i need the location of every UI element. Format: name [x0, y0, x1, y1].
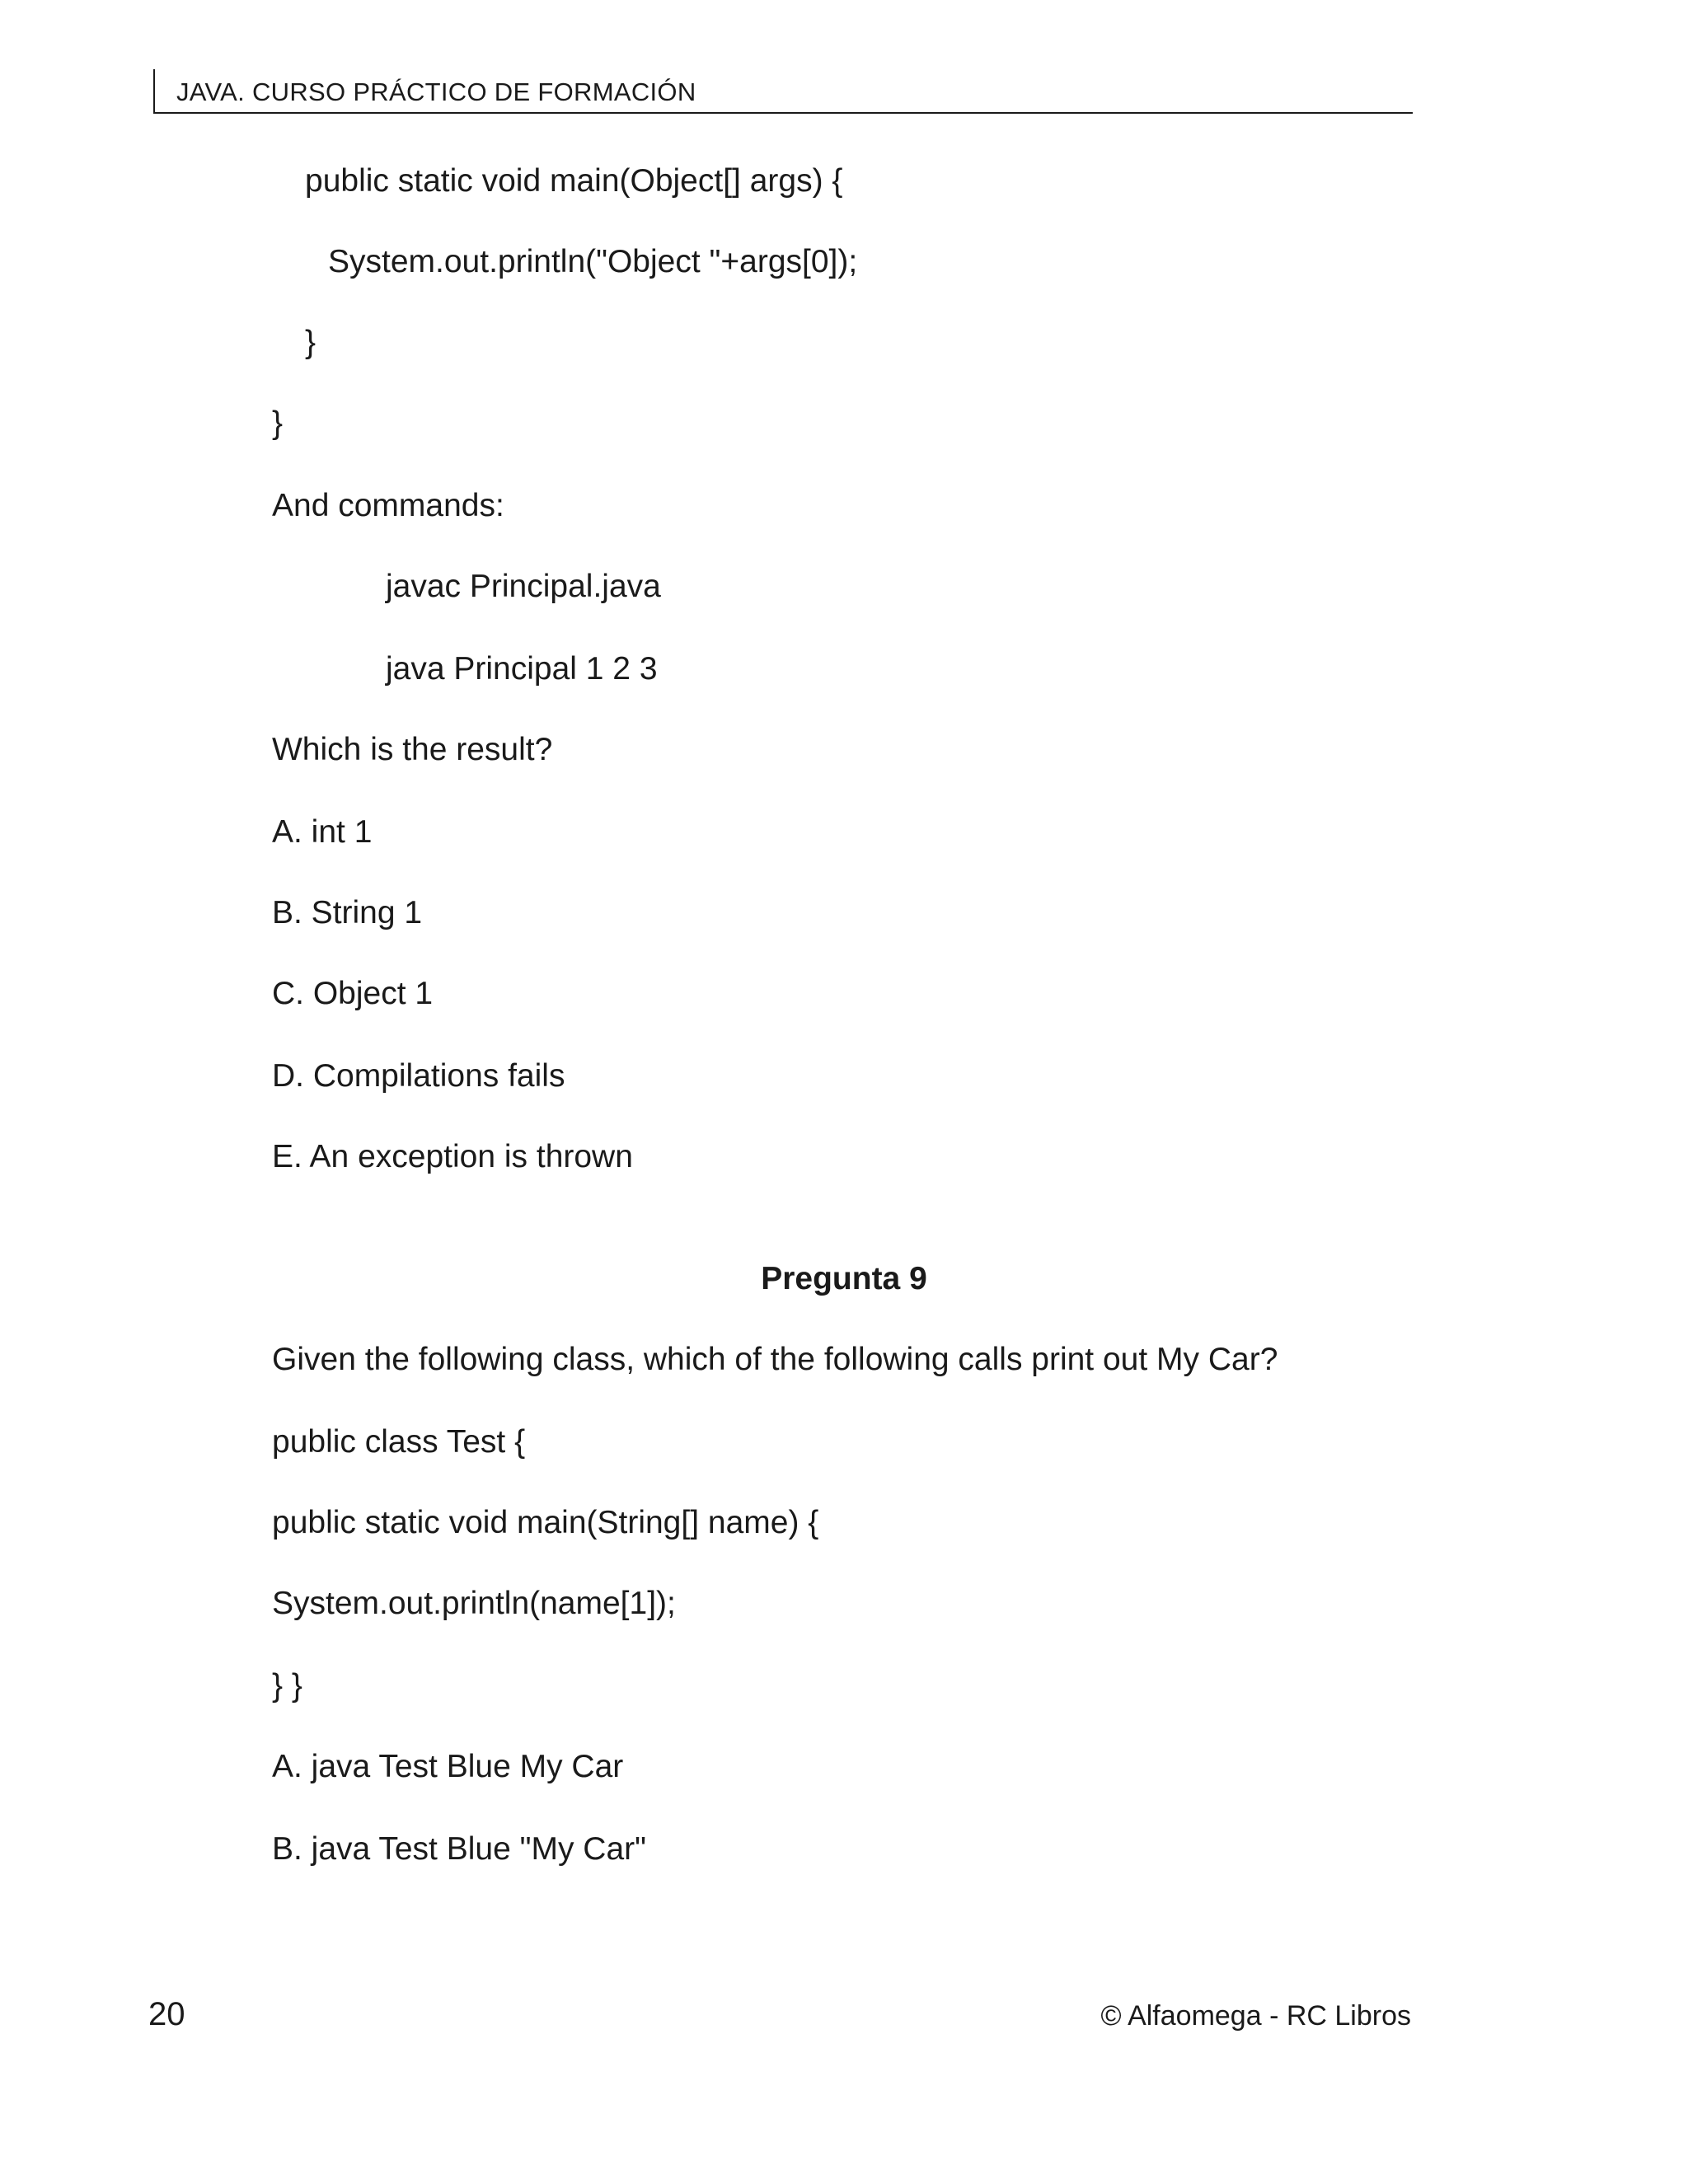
section-heading: Pregunta 9	[761, 1261, 927, 1296]
answer-option: A. java Test Blue My Car	[272, 1749, 624, 1784]
command-line: java Principal 1 2 3	[386, 651, 658, 687]
answer-option: B. java Test Blue "My Car"	[272, 1831, 646, 1867]
code-line: public static void main(String[] name) {	[272, 1505, 819, 1540]
code-line: System.out.println(name[1]);	[272, 1586, 676, 1621]
command-line: javac Principal.java	[386, 569, 661, 604]
answer-option: E. An exception is thrown	[272, 1139, 633, 1174]
answer-option: B. String 1	[272, 895, 423, 930]
running-header	[153, 69, 1413, 114]
commands-label: And commands:	[272, 488, 504, 523]
question-text: Given the following class, which of the following calls print out My Car?	[272, 1342, 1278, 1377]
answer-option: D. Compilations fails	[272, 1058, 565, 1094]
code-line: public static void main(Object[] args) {	[305, 163, 843, 199]
page-number: 20	[148, 1996, 185, 2032]
code-line: }	[272, 405, 284, 441]
publisher-credit: © Alfaomega - RC Libros	[1100, 2000, 1411, 2032]
code-line: }	[305, 325, 316, 360]
answer-option: C. Object 1	[272, 976, 434, 1011]
code-line: public class Test {	[272, 1424, 526, 1460]
code-line: System.out.println("Object "+args[0]);	[328, 244, 858, 279]
code-line: } }	[272, 1668, 302, 1704]
header-title: JAVA. CURSO PRÁCTICO DE FORMACIÓN	[176, 77, 696, 106]
question-text: Which is the result?	[272, 732, 553, 767]
answer-option: A. int 1	[272, 814, 373, 850]
